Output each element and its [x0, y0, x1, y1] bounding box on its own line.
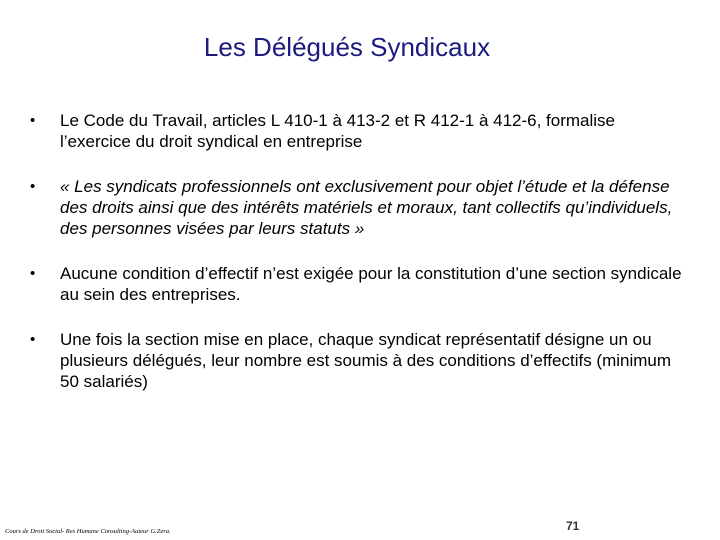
bullet-item-code-travail — [30, 110, 690, 152]
bullet-marker: • — [30, 112, 36, 129]
bullet-text: « Les syndicats professionnels ont exclusivement pour objet l’étude et la défense des droits ainsi que des intérêts matériels et moraux, tant collectifs qu’individuels, des personnes visées par leurs statuts » — [60, 177, 673, 238]
bullet-text: Le Code du Travail, articles L 410-1 à 413-2 et R 412-1 à 412-6, formalise l’exercice du droit syndical en entreprise — [60, 111, 616, 151]
bullet-list — [30, 110, 690, 416]
bullet-item-designation-delegues — [30, 329, 690, 392]
page-number: 71 — [566, 519, 580, 533]
bullet-marker: • — [30, 178, 36, 195]
bullet-marker: • — [30, 265, 36, 282]
bullet-text: Aucune condition d’effectif n’est exigée pour la constitution d’une section syndicale au sein des entreprises. — [60, 264, 682, 304]
bullet-item-quote-syndicats — [30, 176, 690, 239]
slide-title: Les Délégués Syndicaux — [203, 32, 491, 62]
footer-credit: Cours de Droit Social- Res Humane Consulting-Auteur G.Zera. — [5, 528, 171, 535]
bullet-item-condition-effectif — [30, 263, 690, 305]
bullet-marker: • — [30, 331, 36, 348]
bullet-text: Une fois la section mise en place, chaque syndicat représentatif désigne un ou plusieurs délégués, leur nombre est soumis à des conditions d’effectifs (minimum 50 salariés) — [60, 330, 672, 391]
